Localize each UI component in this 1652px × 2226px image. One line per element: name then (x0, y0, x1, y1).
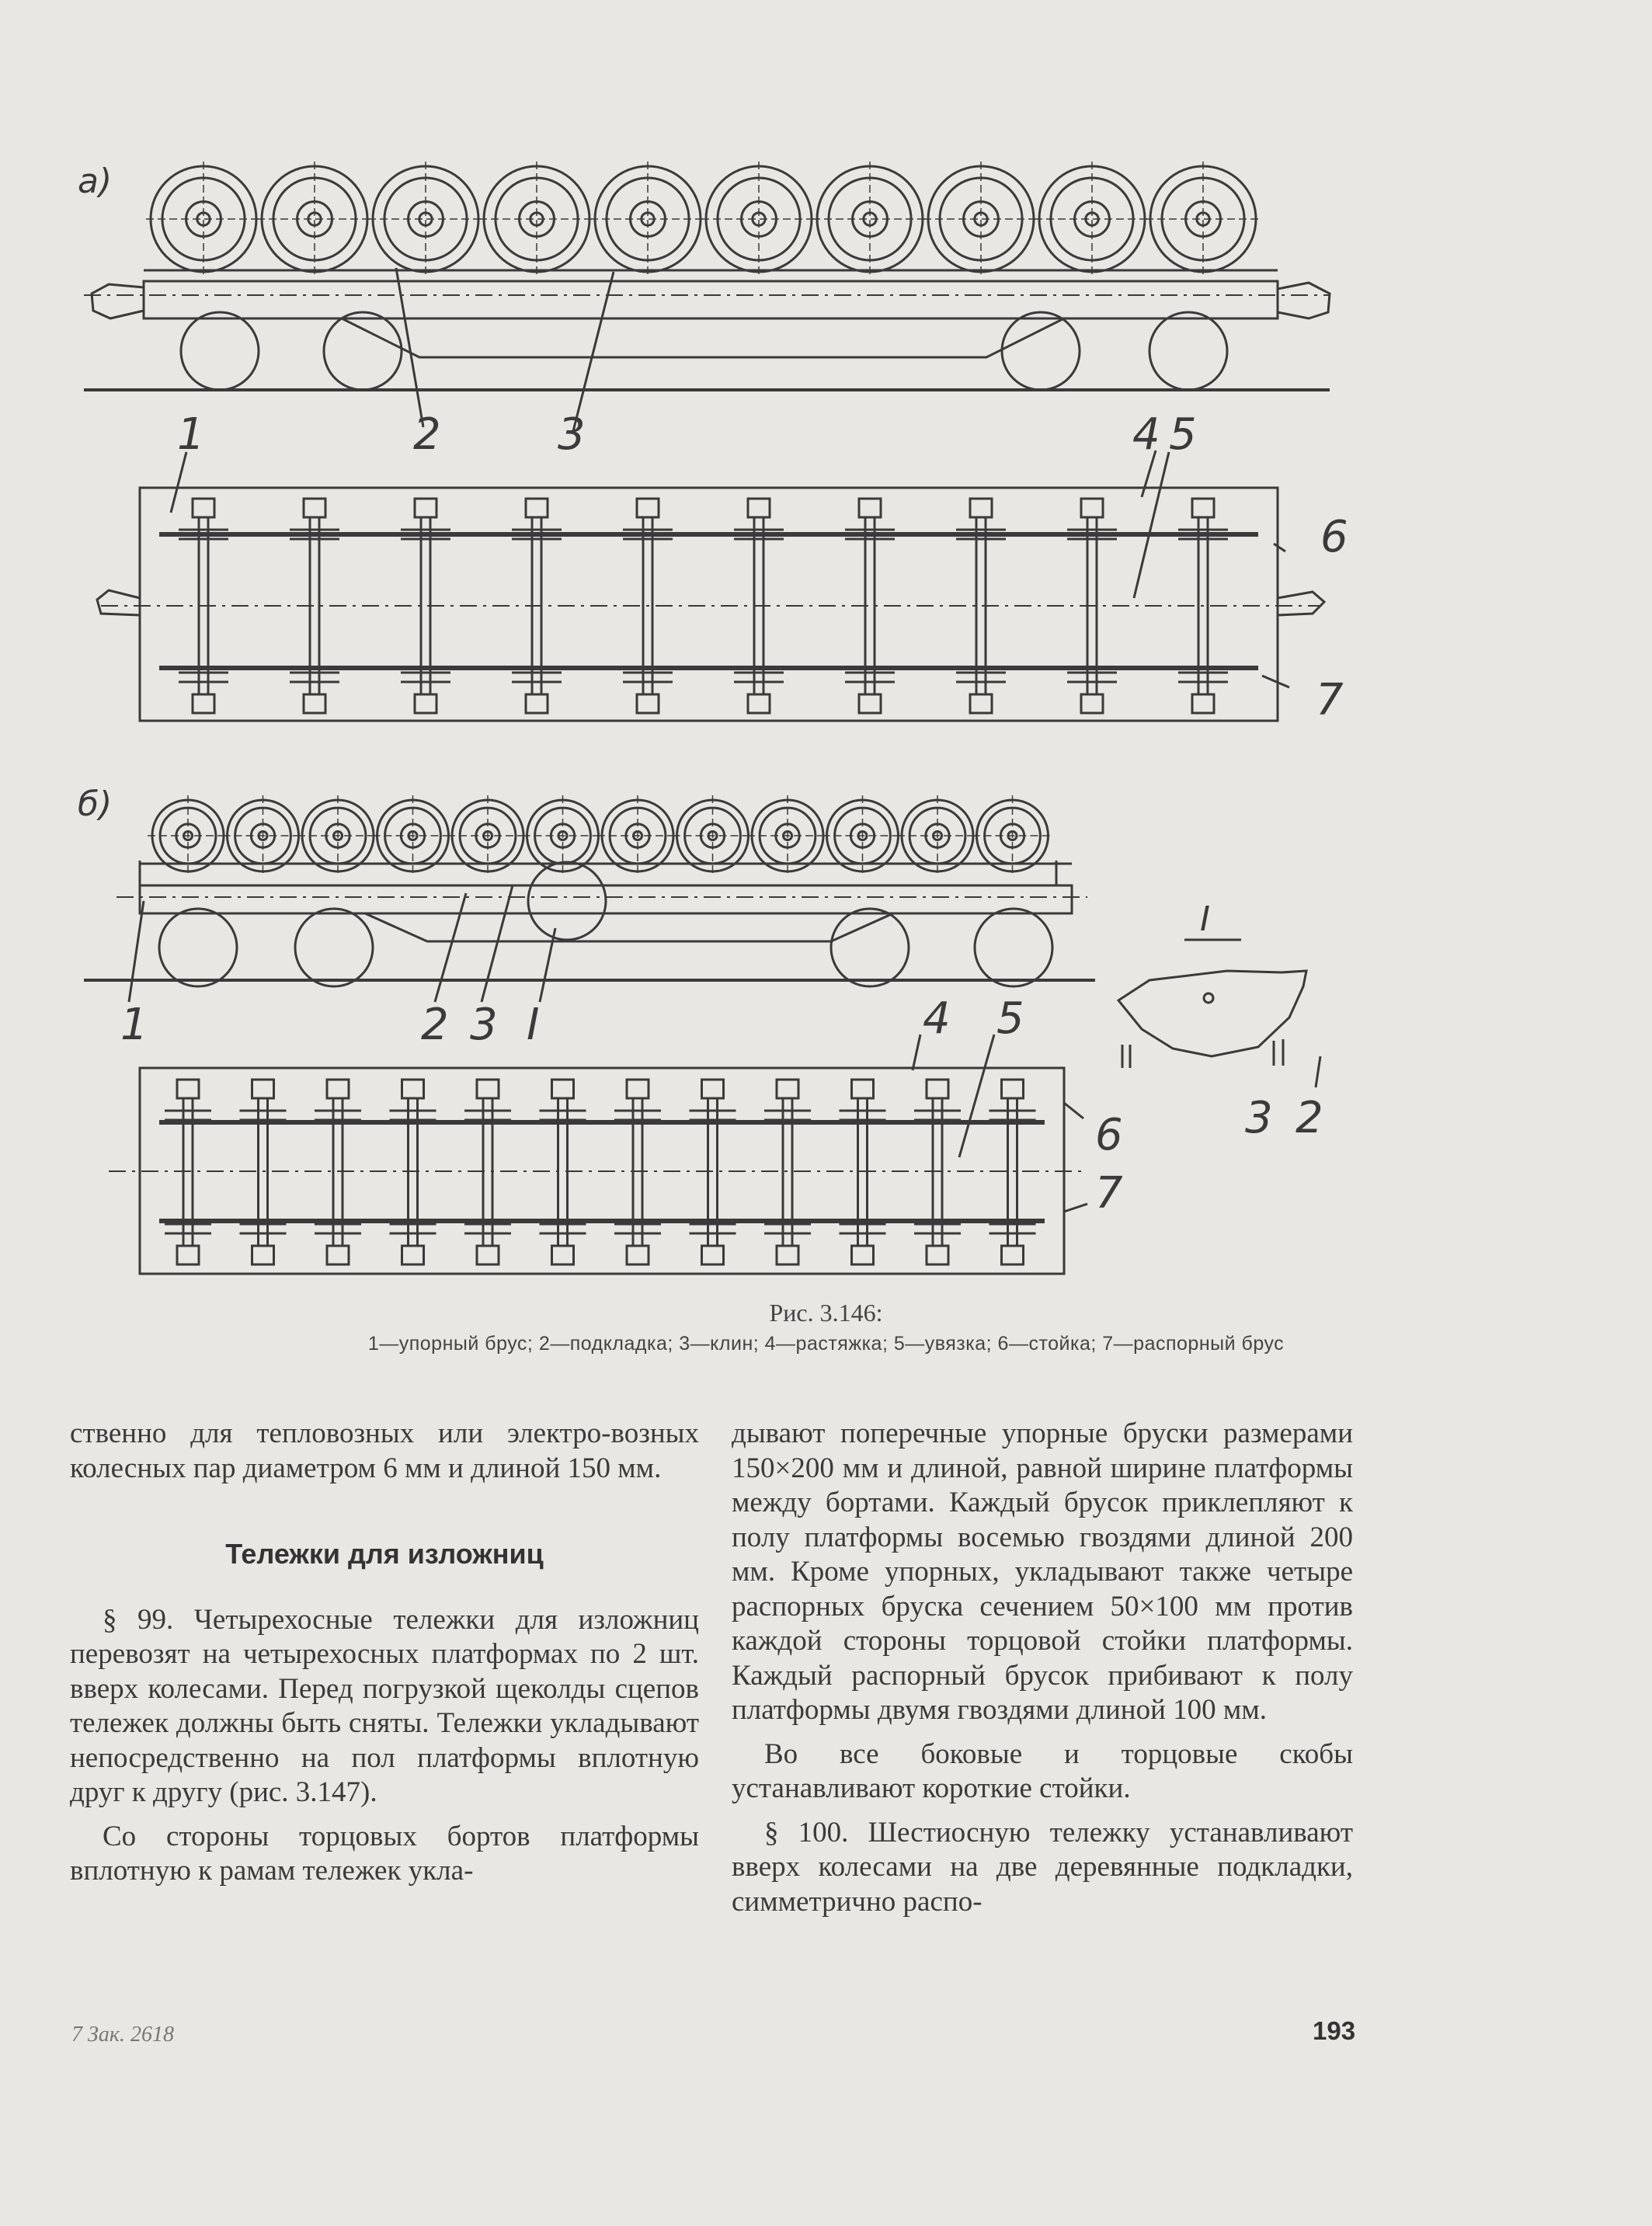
callout-a-3: 3 (558, 409, 586, 460)
callout-b-5: 5 (996, 993, 1024, 1044)
wheel (479, 162, 594, 277)
figure-caption-legend: 1—упорный брус; 2—подкладка; 3—клин; 4—растяжка; 5—увязка; 6—стойка; 7—распорный брус (367, 1333, 1285, 1355)
callout-b-I: I (527, 1000, 540, 1050)
wheel (1146, 162, 1261, 277)
panel-label-b: б) (78, 784, 113, 824)
callout-a-2: 2 (413, 409, 441, 460)
callout-a-4: 4 (1132, 409, 1160, 460)
print-order-note: 7 Зак. 2618 (71, 2023, 174, 2047)
wheel (1035, 162, 1149, 277)
callout-a-7: 7 (1316, 675, 1344, 725)
wheel (590, 162, 705, 277)
wheel (923, 162, 1038, 277)
wheel (368, 162, 483, 277)
callout-b-7: 7 (1095, 1168, 1123, 1219)
right-paragraph-3: § 100. Шестиосную тележку устанавливают вверх колесами на две деревянные подкладки, симметрично распо- (732, 1816, 1353, 1918)
panel-label-a: а) (78, 162, 113, 201)
callout-a-6: 6 (1320, 512, 1348, 562)
callout-b-6: 6 (1095, 1110, 1123, 1160)
platform-side-view-b (84, 861, 1095, 1002)
section-heading: Тележки для изложниц (225, 1538, 544, 1570)
wheel (701, 162, 816, 277)
detail-view-I (1118, 940, 1320, 1087)
wheel (257, 162, 372, 277)
callout-detail-3: 3 (1245, 1093, 1273, 1143)
detail-label: I (1200, 899, 1210, 939)
right-paragraph-1: дывают поперечные упорные бруски размерами 150×200 мм и длиной, равной ширине платформы между бортами. Каждый брусок приклепляют к полу платформы восемью гвоздями длиной 200 мм. Кроме упорных, укладывают также четыре распорных бруска сечением 50×100 мм против каждой стороны торцовой стойки платформы. Каждый распорный брусок прибивают к полу платформы двумя гвоздями длиной 100 мм. (732, 1417, 1353, 1726)
wheelsets-side-view-a (146, 162, 1261, 277)
callout-b-4: 4 (923, 993, 951, 1044)
callout-a-5: 5 (1169, 409, 1197, 460)
wheel (812, 162, 927, 277)
callout-b-2: 2 (421, 1000, 449, 1050)
left-paragraph-1: ственно для тепловозных или электро-возных колесных пар диаметром 6 мм и длиной 150 мм. (70, 1417, 699, 1484)
left-paragraph-3: Со стороны торцовых бортов платформы вплотную к рамам тележек укла- (70, 1820, 699, 1887)
callout-b-1: 1 (120, 1000, 148, 1050)
callout-a-1: 1 (177, 409, 205, 460)
platform-side-view-a (84, 268, 1330, 431)
left-paragraph-2: § 99. Четырехосные тележки для изложниц перевозят на четырехосных платформах по 2 шт. вверх колесами. Перед погрузкой щеколды сцепов тележек должны быть сняты. Тележки укладывают непосредственно на пол платформы вплотную друг к другу (рис. 3.147). (70, 1603, 699, 1808)
wheel (146, 162, 261, 277)
page-number: 193 (1313, 2016, 1356, 2045)
callout-b-3: 3 (470, 1000, 498, 1050)
plan-view-a (97, 450, 1324, 721)
right-column (732, 1417, 1353, 1919)
figure-caption-title: Рис. 3.146: (769, 1299, 883, 1327)
plan-view-b (109, 1035, 1087, 1274)
right-paragraph-2: Во все боковые и торцовые скобы устанавливают короткие стойки. (732, 1737, 1353, 1804)
left-column (70, 1417, 699, 1889)
callout-detail-2: 2 (1296, 1093, 1323, 1143)
